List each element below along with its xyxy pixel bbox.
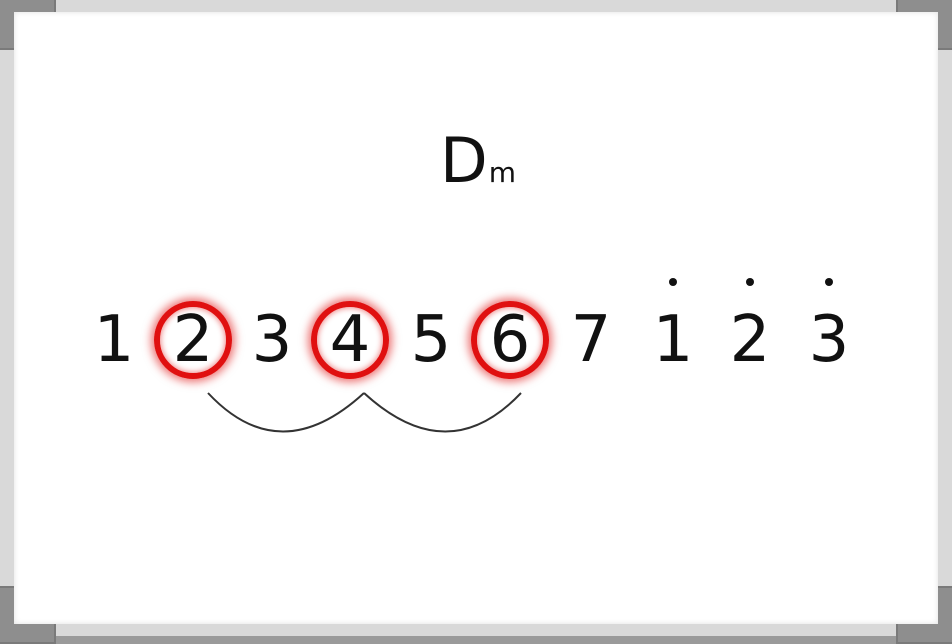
- scale-degree-high-2: 2: [720, 300, 780, 380]
- scale-degree-3: 3: [251, 303, 293, 377]
- scale-degree-2: 2: [172, 303, 214, 377]
- scale-degree-1: 1: [93, 303, 135, 377]
- scale-degree-5: 5: [410, 303, 452, 377]
- scale-degree-high-3: 3: [799, 300, 859, 380]
- octave-dot: [746, 278, 754, 286]
- scale-degree-high-1: 1: [643, 300, 703, 380]
- chord-name: [440, 124, 517, 197]
- chord-quality: m: [488, 156, 517, 189]
- scale-degree-4: 4: [329, 303, 371, 377]
- octave-dot: [669, 278, 677, 286]
- scale-degree-6: 6: [489, 303, 531, 377]
- chord-root: D: [440, 124, 488, 197]
- scale-degree-7: 7: [570, 303, 612, 377]
- octave-dot: [825, 278, 833, 286]
